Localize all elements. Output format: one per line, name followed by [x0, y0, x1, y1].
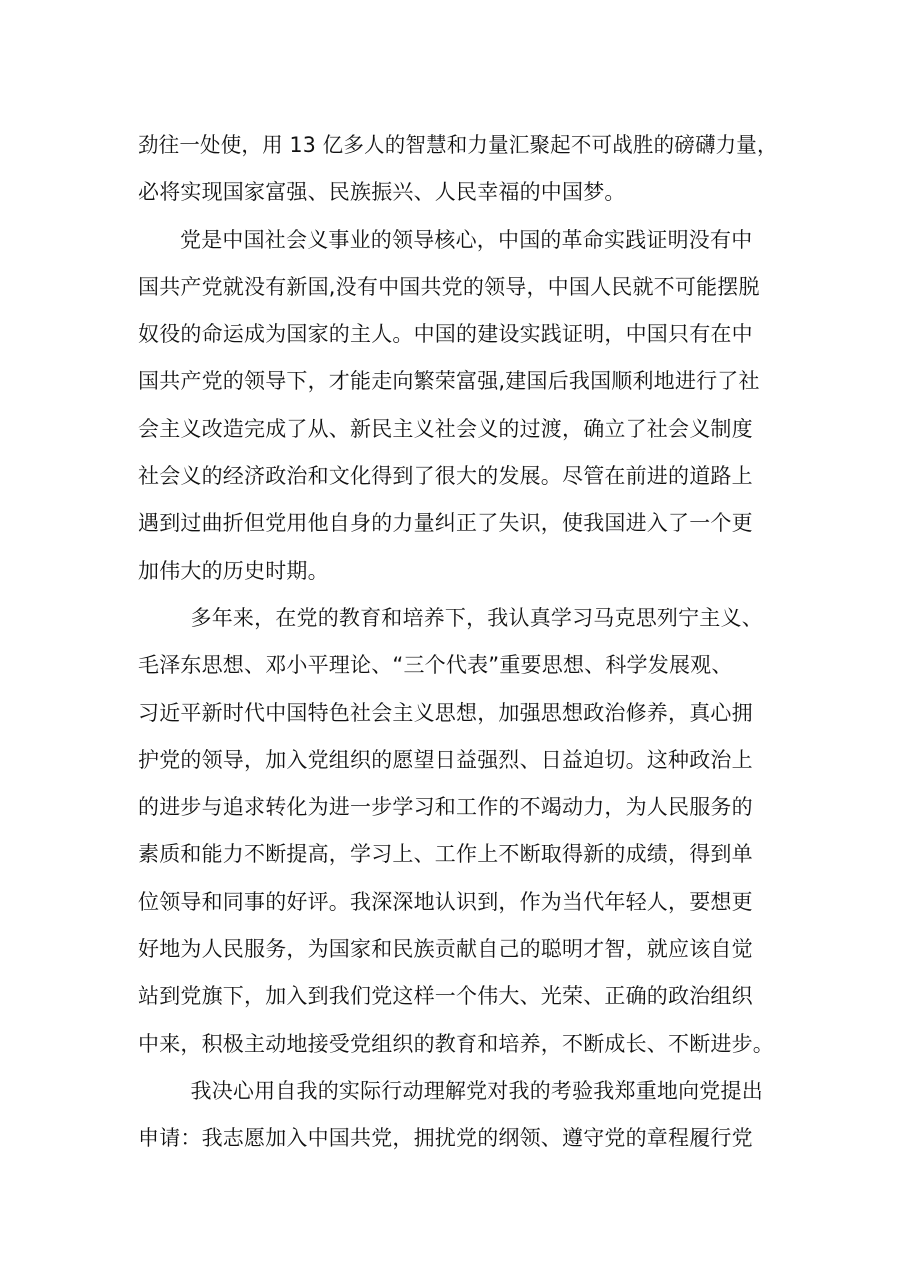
text-line: 的进步与追求转化为进一步学习和工作的不竭动力，为人民服务的	[138, 795, 753, 820]
text-line: 好地为人民服务，为国家和民族贡献自己的聪明才智，就应该自觉	[138, 937, 753, 962]
text-line: 毛泽东思想、邓小平理论、“三个代表”重要思想、科学发展观、	[138, 653, 733, 678]
text-line: 我决心用自我的实际行动理解党对我的考验我郑重地向党提出	[190, 1078, 763, 1103]
text-line: 习近平新时代中国特色社会主义思想，加强思想政治修养，真心拥	[138, 700, 753, 725]
text-line: 遇到过曲折但党用他自身的力量纠正了失识，使我国进入了一个更	[138, 511, 753, 536]
text-line: 素质和能力不断提高，学习上、工作上不断取得新的成绩，得到单	[138, 842, 753, 867]
text-line: 国共产党就没有新国,没有中国共党的领导，中国人民就不可能摆脱	[138, 274, 760, 299]
text-line: 奴役的命运成为国家的主人。中国的建设实践证明，中国只有在中	[138, 322, 753, 347]
text-line: 劲往一处使，用 13 亿多人的智慧和力量汇聚起不可战胜的磅礴力量，	[138, 133, 778, 157]
text-line: 会主义改造完成了从、新民主义社会义的过渡，确立了社会义制度	[138, 416, 753, 441]
text-line: 位领导和同事的好评。我深深地认识到，作为当代年轻人，要想更	[138, 889, 753, 914]
body-text	[138, 122, 778, 1163]
text-line: 加伟大的历史时期。	[138, 558, 329, 583]
text-line: 护党的领导，加入党组织的愿望日益强烈、日益迫切。这种政治上	[138, 747, 753, 772]
text-line: 多年来，在党的教育和培养下，我认真学习马克思列宁主义、	[190, 605, 763, 630]
text-line: 站到党旗下，加入到我们党这样一个伟大、光荣、正确的政治组织	[138, 984, 753, 1009]
text-line: 社会义的经济政治和文化得到了很大的发展。尽管在前进的道路上	[138, 464, 753, 489]
text-line: 国共产党的领导下，才能走向繁荣富强,建国后我国顺利地进行了社	[138, 369, 760, 394]
text-line: 申请：我志愿加入中国共党，拥扰党的纲领、遵守党的章程履行党	[138, 1126, 753, 1151]
text-line: 党是中国社会义事业的领导核心，中国的革命实践证明没有中	[180, 227, 753, 252]
text-line: 必将实现国家富强、民族振兴、人民幸福的中国梦。	[138, 180, 626, 205]
text-line: 中来，积极主动地接受党组织的教育和培养，不断成长、不断进步。	[138, 1031, 774, 1056]
